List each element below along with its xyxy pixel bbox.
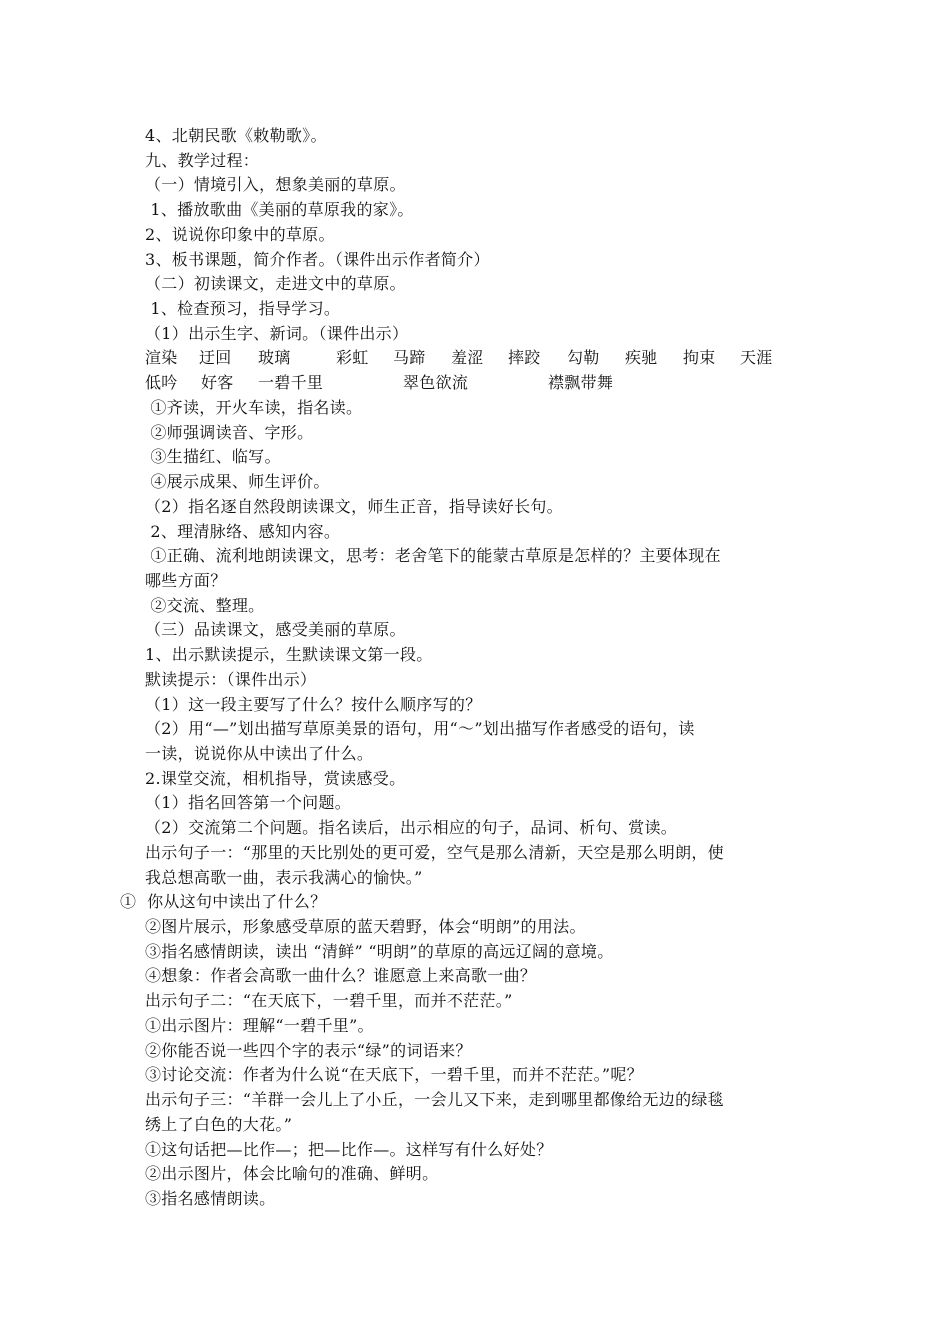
text-line: 九、教学过程： [145,150,260,170]
text-line: （二）初读课文，走进文中的草原。 [145,274,406,294]
vocabulary-word: 勾勒 [567,348,600,368]
text-line: ③指名感情朗读，读出 “清鲜” “明朗”的草原的高远辽阔的意境。 [145,941,614,961]
vocabulary-word: 渲染 [145,348,178,368]
text-line: 2、理清脉络、感知内容。 [145,521,341,541]
text-line: ②出示图片，体会比喻句的准确、鲜明。 [145,1164,439,1184]
text-line: ③讨论交流：作者为什么说“在天底下，一碧千里，而并不茫茫。”呢？ [145,1065,643,1085]
text-line: 一读，说说你从中读出了什么。 [145,744,374,763]
text-line: （2）指名逐自然段朗读课文，师生正音，指导读好长句。 [145,496,563,516]
text-line: 出示句子三：“羊群一会儿上了小丘，一会儿又下来，走到哪里都像给无边的绿毯 [145,1090,724,1110]
vocabulary-word: 低吟 [145,373,178,393]
vocabulary-word: 摔跤 [508,348,541,368]
text-line: （1）指名回答第一个问题。 [145,793,352,813]
text-line: 出示句子二：“在天底下，一碧千里，而并不茫茫。” [145,991,513,1011]
text-line: （1）出示生字、新词。（课件出示） [145,323,409,343]
text-line: （2）交流第二个问题。指名读后，出示相应的句子，品词、析句、赏读。 [145,818,678,838]
text-line: ①正确、流利地朗读课文，思考：老舍笔下的能蒙古草原是怎样的？主要体现在 [145,546,721,566]
text-line: 我总想高歌一曲，表示我满心的愉快。” [145,867,423,887]
vocabulary-word: 玻璃 [258,348,291,368]
text-line: （一）情境引入，想象美丽的草原。 [145,175,406,195]
vocabulary-word: 马蹄 [393,348,426,368]
vocabulary-word: 襟飘带舞 [548,373,614,393]
vocabulary-word: 天涯 [740,348,773,368]
vocabulary-word: 羞涩 [451,348,484,368]
text-line: ①出示图片：理解“一碧千里”。 [145,1015,374,1035]
vocabulary-word: 彩虹 [336,348,369,368]
text-line: 1、出示默读提示，生默读课文第一段。 [145,645,433,665]
text-line: ②图片展示，形象感受草原的蓝天碧野，体会“明朗”的用法。 [145,917,586,937]
vocabulary-word: 一碧千里 [258,373,324,393]
vocabulary-word: 翠色欲流 [403,373,469,393]
text-line: 2、说说你印象中的草原。 [145,224,335,244]
vocabulary-word: 迂回 [199,348,232,368]
text-line: ③指名感情朗读。 [145,1188,276,1208]
text-line: ①这句话把—比作—；把—比作—。这样写有什么好处？ [145,1139,553,1159]
text-line: （2）用“—”划出描写草原美景的语句，用“～”划出描写作者感受的语句，读 [145,719,695,739]
text-line: ②交流、整理。 [145,595,265,615]
text-line: （三）品读课文，感受美丽的草原。 [145,620,406,640]
text-line: 哪些方面？ [145,570,227,590]
text-line: （1）这一段主要写了什么？按什么顺序写的？ [145,694,482,714]
text-line: ④想象：作者会高歌一曲什么？谁愿意上来高歌一曲？ [145,966,537,986]
text-line: 1、播放歌曲《美丽的草原我的家》。 [145,200,414,220]
text-line: ③生描红、临写。 [145,447,281,467]
text-line: 1、检查预习，指导学习。 [145,299,341,319]
text-line: ②你能否说一些四个字的表示“绿”的词语来？ [145,1040,472,1060]
text-line: 2.课堂交流，相机指导，赏读感受。 [145,768,406,788]
text-line: 绣上了白色的大花。” [145,1114,293,1134]
text-line: 3、板书课题，简介作者。（课件出示作者简介） [145,249,490,269]
text-line: 出示句子一：“那里的天比别处的更可爱，空气是那么清新，天空是那么明朗，使 [145,842,724,862]
text-line: ① 你从这句中读出了什么？ [120,892,327,912]
vocabulary-word: 拘束 [683,348,716,368]
text-line: ①齐读，开火车读，指名读。 [145,397,363,417]
vocabulary-word: 好客 [201,373,234,393]
text-line: 4、北朝民歌《敕勒歌》。 [145,126,327,145]
text-line: ④展示成果、师生评价。 [145,472,330,492]
text-line: ②师强调读音、字形。 [145,422,314,442]
text-line: 默读提示：（课件出示） [145,669,317,689]
vocabulary-word: 疾驰 [625,348,658,368]
